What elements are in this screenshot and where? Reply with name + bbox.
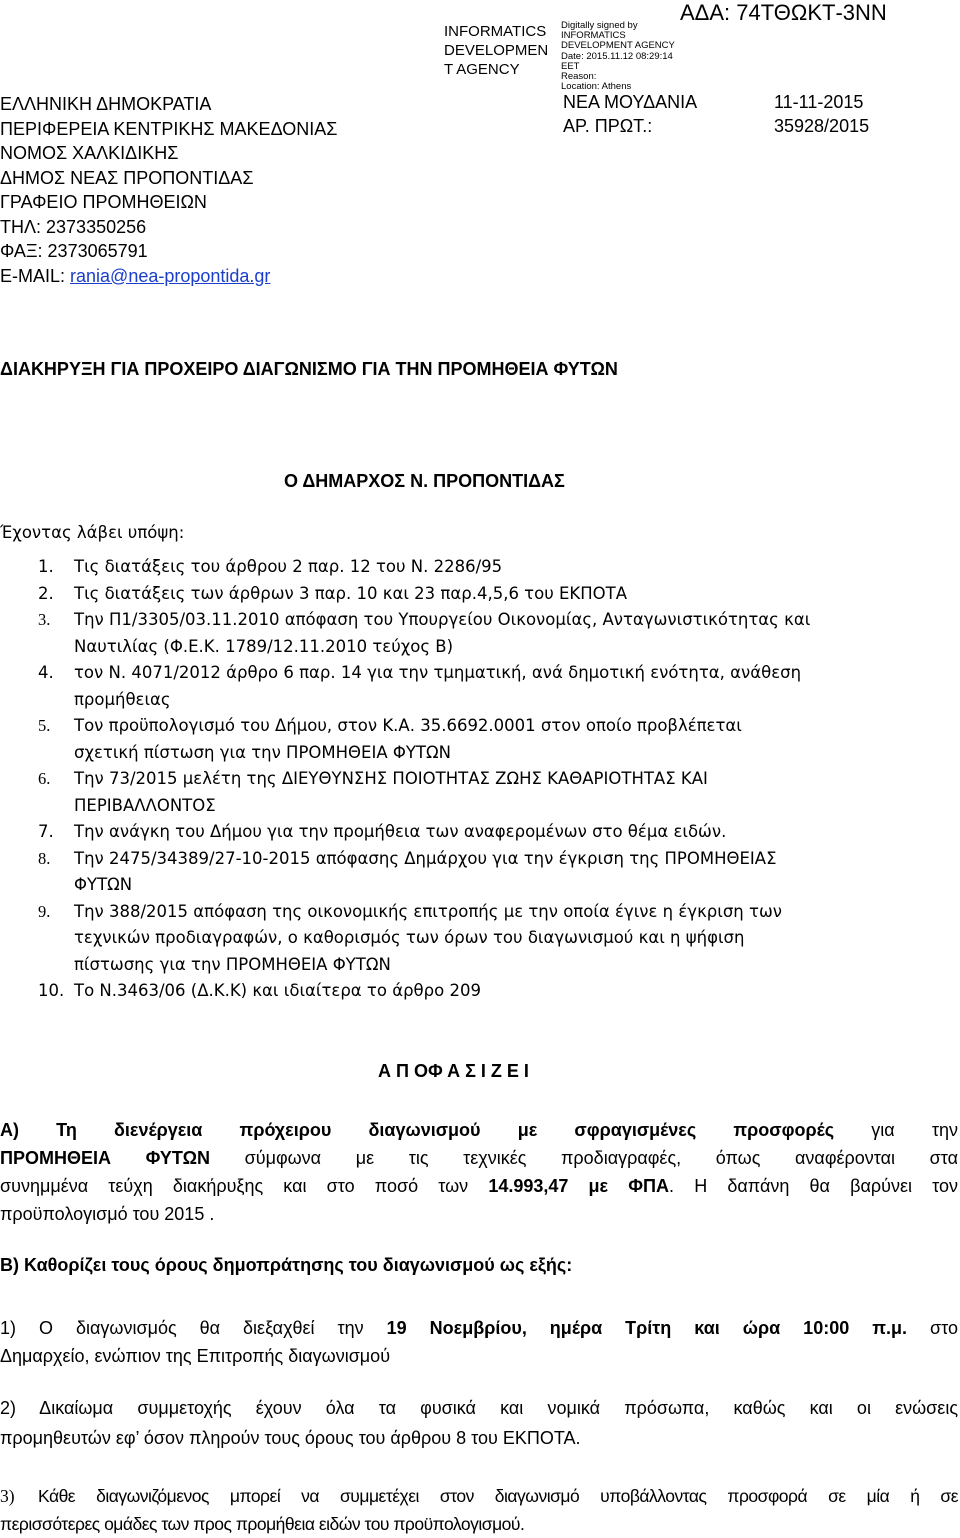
email-link[interactable]: rania@nea-propontida.gr: [70, 265, 271, 286]
prefecture: ΝΟΜΟΣ ΧΑΛΚΙΔΙΚΗΣ: [0, 143, 179, 163]
condition-1: 1) Ο διαγωνισμός θα διεξαχθεί την 19 Νοεμβρίου, ημέρα Τρίτη και ώρα 10:00 π.μ. στο Δημαρχείο, ενώπιον της Επιτροπής διαγωνισμού: [0, 1318, 958, 1366]
date: 11-11-2015: [774, 92, 864, 112]
list-item: 1. Τις διατάξεις του άρθρου 2 παρ. 12 του Ν. 2286/95: [38, 557, 503, 576]
list-item: 6. Την 73/2015 μελέτη της ΔΙΕΥΘΥΝΣΗΣ ΠΟΙΟΤΗΤΑΣ ΖΩΗΣ ΚΑΘΑΡΙΟΤΗΤΑΣ ΚΑΙ: [38, 769, 708, 788]
list-item-continuation: σχετική πίστωση για την ΠΡΟΜΗΘΕΙΑ ΦΥΤΩΝ: [74, 742, 451, 762]
section-a-line: συνημμένα τεύχη διακήρυξης και στο ποσό των 14.993,47 με ΦΠΑ. Η δαπάνη θα βαρύνει τον: [0, 1176, 958, 1196]
municipality: ΔΗΜΟΣ ΝΕΑΣ ΠΡΟΠΟΝΤΙΔΑΣ: [0, 167, 254, 188]
list-item: 4. τον Ν. 4071/2012 άρθρο 6 παρ. 14 για την τμηματική, ανά δημοτική ενότητα, ανάθεση: [38, 663, 802, 682]
list-item: 2. Τις διατάξεις των άρθρων 3 παρ. 10 και 23 παρ.4,5,6 του ΕΚΠΟΤΑ: [38, 583, 628, 603]
ada-code: ΑΔΑ: 74ΤΘΩΚΤ-3ΝΝ: [680, 0, 887, 25]
list-item: 7. Την ανάγκη του Δήμου για την προμήθεια των αναφερομένων στο θέμα ειδών.: [38, 822, 727, 841]
list-item: 8. Την 2475/34389/27-10-2015 απόφασης Δημάρχου για την έγκριση της ΠΡΟΜΗΘΕΙΑΣ: [38, 848, 777, 868]
mayor-heading: Ο ΔΗΜΑΡΧΟΣ Ν. ΠΡΟΠΟΝΤΙΔΑΣ: [284, 471, 565, 491]
protocol-number: 35928/2015: [774, 116, 870, 136]
decides-heading: Α Π ΟΦ Α Σ Ι Ζ Ε Ι: [378, 1061, 529, 1081]
office: ΓΡΑΦΕΙΟ ΠΡΟΜΗΘΕΙΩΝ: [0, 192, 207, 212]
condition-2: 2) Δικαίωμα συμμετοχής έχουν όλα τα φυσικά και νομικά πρόσωπα, καθώς και οι ενώσεις προμηθευτών εφ’ όσον πληρούν τους όρους του άρθρου 8 του ΕΚΠΟΤΑ.: [0, 1398, 958, 1448]
considering-label: Έχοντας λάβει υπόψη:: [0, 523, 185, 542]
list-item-continuation: ΦΥΤΩΝ: [74, 875, 133, 894]
phone: ΤΗΛ: 2373350256: [0, 216, 147, 237]
list-item-continuation: προμήθειας: [74, 689, 171, 709]
place: ΝΕΑ ΜΟΥΔΑΝΙΑ: [563, 92, 698, 112]
list-item: 9. Την 388/2015 απόφαση της οικονομικής επιτροπής με την οποία έγινε η έγκριση των: [38, 901, 782, 921]
considerations-list: [38, 554, 958, 1005]
condition-3: 3) Κάθε διαγωνιζόμενος μπορεί να συμμετέχει στον διαγωνισμό υποβάλλοντας προσφορά σε μία ή σε περισσότερες ομάδες των προς προμήθεια ειδών του προϋπολογισμού.: [0, 1486, 958, 1534]
section-b-heading: Β) Καθορίζει τους όρους δημοπράτησης του διαγωνισμού ως εξής:: [0, 1255, 573, 1275]
list-item-continuation: ΠΕΡΙΒΑΛΛΟΝΤΟΣ: [74, 795, 216, 815]
section-a-line: Α) Τη διενέργεια πρόχειρου διαγωνισμού με σφραγισμένες προσφορές για την: [0, 1120, 959, 1140]
section-a: [0, 1116, 958, 1228]
signer-name: INFORMATICS DEVELOPMEN T AGENCY: [444, 23, 549, 78]
region: ΠΕΡΙΦΕΡΕΙΑ ΚΕΝΤΡΙΚΗΣ ΜΑΚΕΔΟΝΙΑΣ: [0, 118, 338, 139]
section-a-line: ΠΡΟΜΗΘΕΙΑ ΦΥΤΩΝ σύμφωνα με τις τεχνικές προδιαγραφές, όπως αναφέρονται στα: [0, 1148, 959, 1168]
signature-details: Digitally signed by INFORMATICS DEVELOPMENT AGENCY Date: 2015.11.12 08:29:14 EET Reason: Location: Athens: [561, 20, 675, 93]
list-item: 3. Την Π1/3305/03.11.2010 απόφαση του Υπουργείου Οικονομίας, Ανταγωνιστικότητας και: [38, 610, 811, 629]
document-title: ΔΙΑΚΗΡΥΞΗ ΓΙΑ ΠΡΟΧΕΙΡΟ ΔΙΑΓΩΝΙΣΜΟ ΓΙΑ ΤΗΝ ΠΡΟΜΗΘΕΙΑ ΦΥΤΩΝ: [0, 359, 618, 379]
country: ΕΛΛΗΝΙΚΗ ΔΗΜΟΚΡΑΤΙΑ: [0, 94, 212, 114]
list-item-continuation: Ναυτιλίας (Φ.Ε.Κ. 1789/12.11.2010 τεύχος Β): [74, 636, 454, 656]
list-item: 10. Το Ν.3463/06 (Δ.Κ.Κ) και ιδιαίτερα το άρθρο 209: [38, 981, 481, 1000]
list-item: 5. Τον προϋπολογισμό του Δήμου, στον Κ.Α. 35.6692.0001 στον οποίο προβλέπεται: [38, 716, 742, 735]
protocol-label: ΑΡ. ΠΡΩΤ.:: [563, 116, 653, 136]
section-a-line: προϋπολογισμό του 2015 .: [0, 1204, 215, 1224]
list-item-continuation: τεχνικών προδιαγραφών, ο καθορισμός των όρων του διαγωνισμού και η ψήφιση: [74, 928, 745, 947]
email-row: E-MAIL: rania@nea-propontida.gr: [0, 265, 271, 286]
fax: ΦΑΞ: 2373065791: [0, 241, 148, 261]
list-item-continuation: πίστωσης για την ΠΡΟΜΗΘΕΙΑ ΦΥΤΩΝ: [74, 954, 391, 974]
issuer-block: [0, 92, 337, 288]
